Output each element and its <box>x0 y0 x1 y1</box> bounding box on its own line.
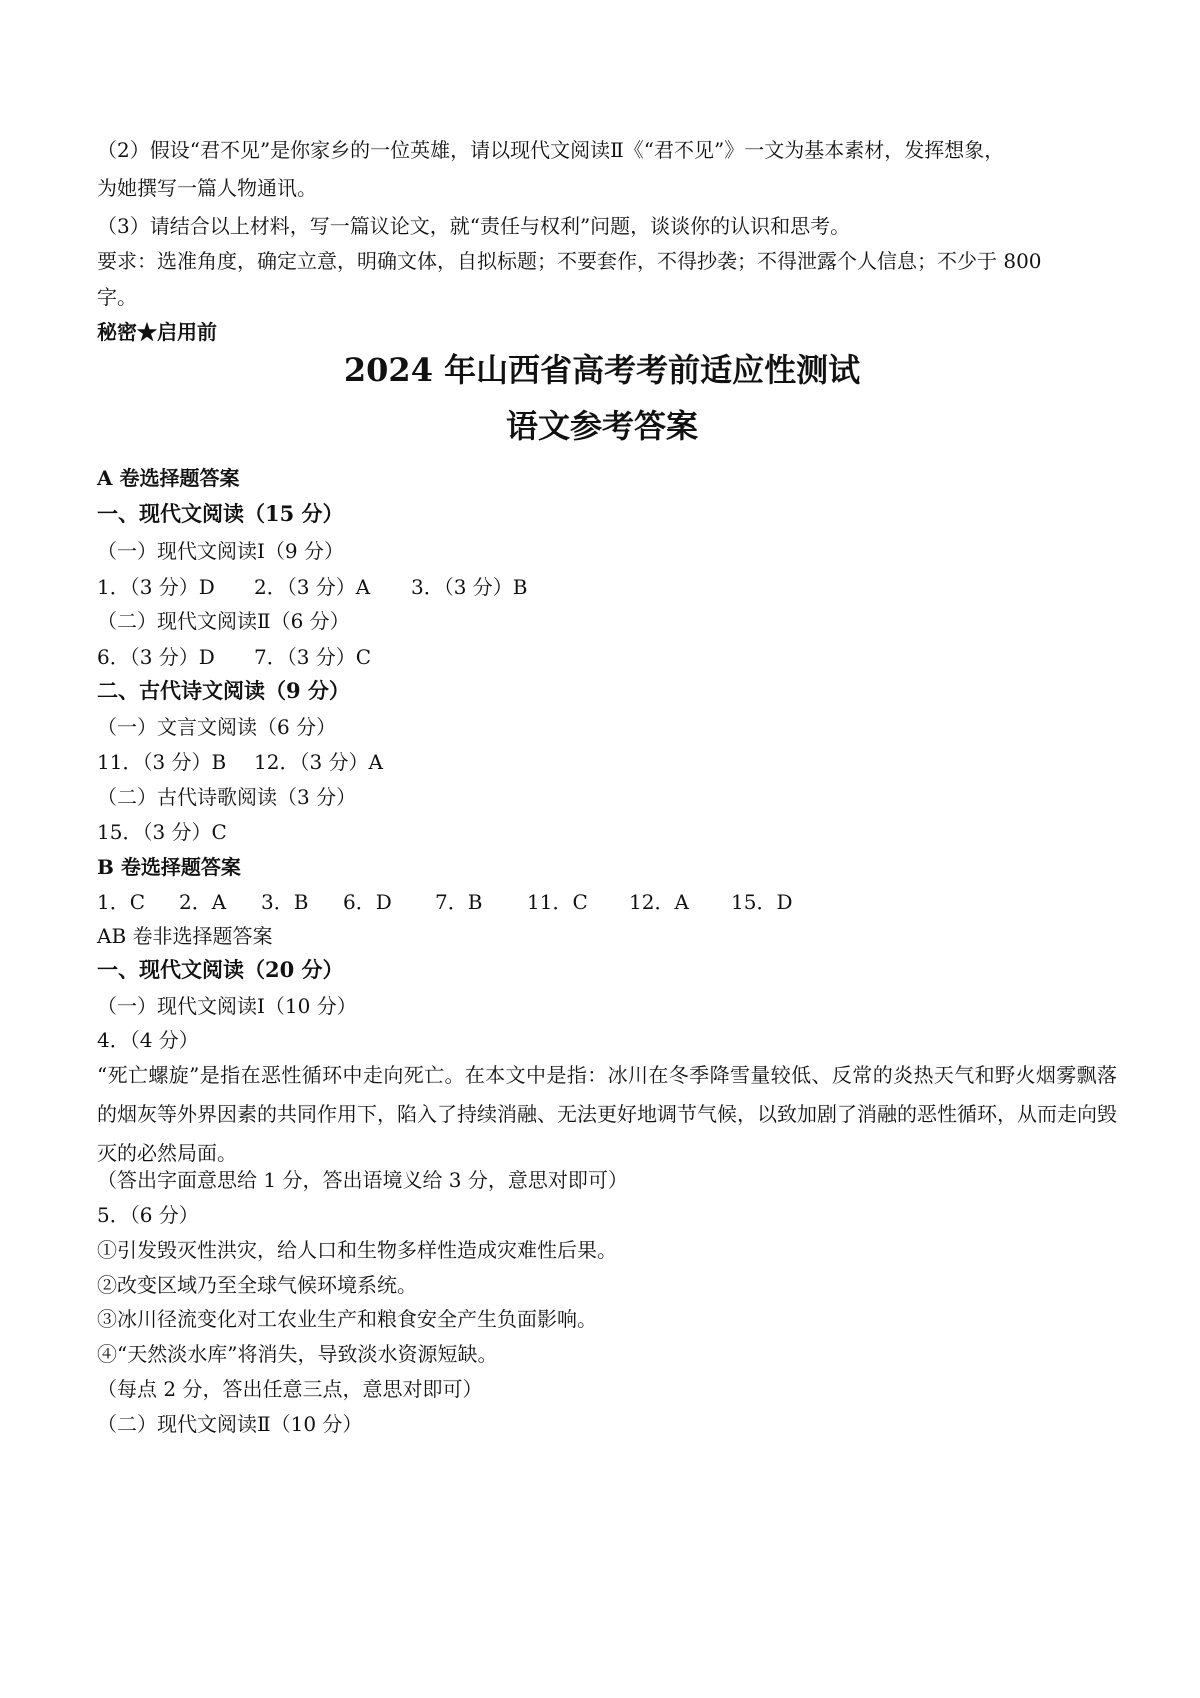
answer-item: 11．（3 分）B <box>97 750 227 774</box>
answer-item: 7．B <box>435 890 483 914</box>
q2-line-1: （2）假设“君不见”是你家乡的一位英雄，请以现代文阅读Ⅱ《“君不见”》一文为基本素材，发挥想象， <box>97 138 1005 162</box>
ab-section-heading: AB 卷非选择题答案 <box>97 924 273 948</box>
page-title: 2024 年山西省高考考前适应性测试 <box>343 351 861 389</box>
answer-item: 3．B <box>261 890 309 914</box>
a-part1-sub2: （二）现代文阅读Ⅱ（6 分） <box>97 609 350 633</box>
answer-item: 6．（3 分）D <box>97 645 215 669</box>
answer-item: 3．（3 分）B <box>411 575 528 599</box>
answer-item: 15．D <box>731 890 793 914</box>
a-part1-sub1-answers <box>97 573 528 601</box>
q5-point: ④“天然淡水库”将消失，导致淡水资源短缺。 <box>97 1342 498 1366</box>
q5-note: （每点 2 分，答出任意三点，意思对即可） <box>97 1377 483 1401</box>
b-section-answers <box>97 888 792 916</box>
a-part2-heading: 二、古代诗文阅读（9 分） <box>97 678 350 703</box>
answer-item: 2．（3 分）A <box>254 575 371 599</box>
q5-label: 5．（6 分） <box>97 1203 199 1227</box>
a-part1-sub2-answers <box>97 643 371 671</box>
q5-point: ③冰川径流变化对工农业生产和粮食安全产生负面影响。 <box>97 1307 597 1331</box>
answer-item: 11．C <box>527 890 588 914</box>
secret-label: 秘密★启用前 <box>97 320 217 344</box>
answer-item: 12．（3 分）A <box>254 750 383 774</box>
answer-item: 15．（3 分）C <box>97 820 227 844</box>
answer-item: 6．D <box>343 890 392 914</box>
q2-line-2: 为她撰写一篇人物通讯。 <box>97 176 317 200</box>
a-part2-sub2-answers <box>97 818 227 846</box>
ab-part1-heading: 一、现代文阅读（20 分） <box>97 957 344 982</box>
requirement-line-1: 要求：选准角度，确定立意，明确文体，自拟标题；不要套作，不得抄袭；不得泄露个人信息；不少于 800 <box>97 249 1042 273</box>
a-part1-heading: 一、现代文阅读（15 分） <box>97 501 344 526</box>
q4-label: 4．（4 分） <box>97 1028 199 1052</box>
answer-item: 1．（3 分）D <box>97 575 215 599</box>
answer-item: 1．C <box>97 890 146 914</box>
requirement-line-2: 字。 <box>97 285 137 309</box>
a-part2-sub1: （一）文言文阅读（6 分） <box>97 715 337 739</box>
b-section-heading: B 卷选择题答案 <box>97 855 241 879</box>
answer-item: 12．A <box>629 890 689 914</box>
q4-note: （答出字面意思给 1 分，答出语境义给 3 分，意思对即可） <box>97 1168 628 1192</box>
page-subtitle: 语文参考答案 <box>505 407 698 445</box>
q5-point: ②改变区域乃至全球气候环境系统。 <box>97 1273 417 1297</box>
ab-part1-sub1: （一）现代文阅读Ⅰ（10 分） <box>97 994 357 1018</box>
ab-part1-sub2: （二）现代文阅读Ⅱ（10 分） <box>97 1412 363 1436</box>
answer-item: 2．A <box>179 890 227 914</box>
a-part2-sub2: （二）古代诗歌阅读（3 分） <box>97 785 357 809</box>
q3-line: （3）请结合以上材料，写一篇议论文，就“责任与权利”问题，谈谈你的认识和思考。 <box>97 214 851 238</box>
answer-item: 7．（3 分）C <box>254 645 372 669</box>
a-section-heading: A 卷选择题答案 <box>97 466 240 490</box>
a-part1-sub1: （一）现代文阅读Ⅰ（9 分） <box>97 539 344 563</box>
a-part2-sub1-answers <box>97 748 383 776</box>
q5-point: ①引发毁灭性洪灾，给人口和生物多样性造成灾难性后果。 <box>97 1238 617 1262</box>
q4-answer: “死亡螺旋”是指在恶性循环中走向死亡。在本文中是指：冰川在冬季降雪量较低、反常的炎热天气和野火烟雾飘落的烟灰等外界因素的共同作用下，陷入了持续消融、无法更好地调节气候，以致加剧了消融的恶性循环，从而走向毁灭的必然局面。 <box>97 1063 1117 1165</box>
